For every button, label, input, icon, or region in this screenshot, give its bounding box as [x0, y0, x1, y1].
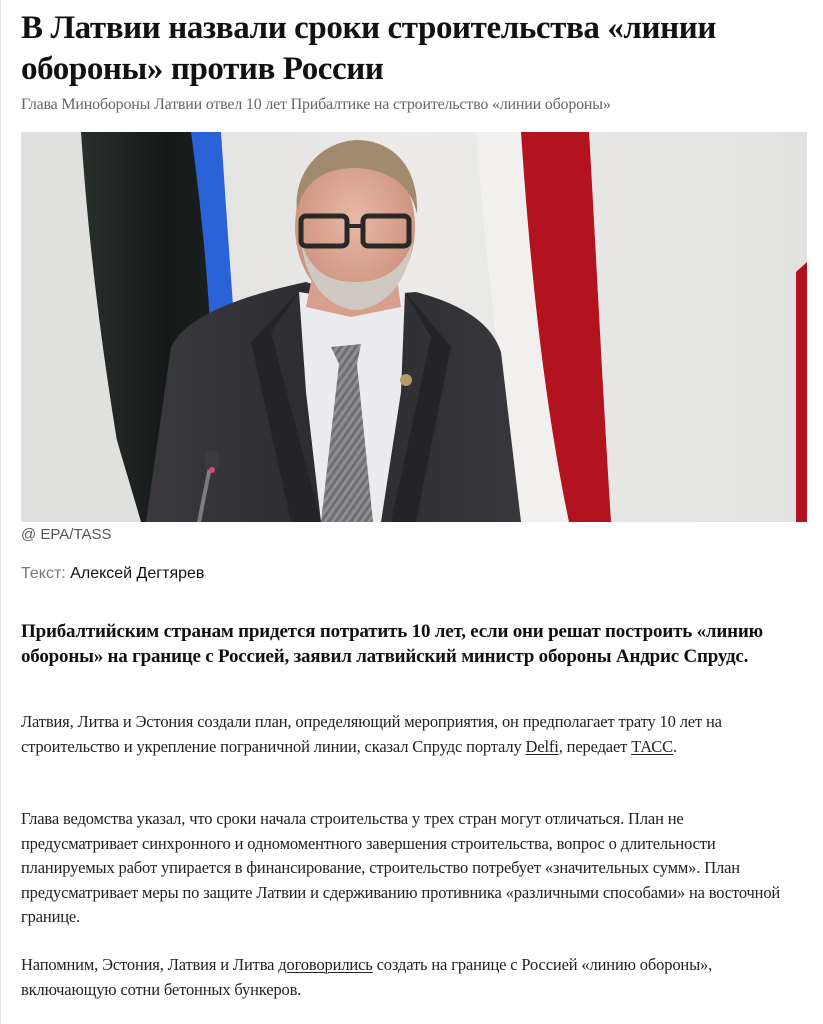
agreed-link[interactable]: договорились [278, 955, 373, 974]
article-title: В Латвии назвали сроки строительства «линии обороны» против России [21, 10, 716, 87]
photo-illustration [21, 132, 807, 522]
paragraph-text: , передает [558, 736, 632, 756]
article-photo[interactable] [21, 132, 807, 522]
paragraph-text: создать на границе с Россией «линию обороны», включающую сотни бетонных бункеров. [21, 955, 713, 999]
paragraph-text: Латвия, Литва и Эстония создали план, определяющий мероприятия, он предполагает трату 10 лет на строительство и укрепление пограничной линии, сказал Спрудс порталу [21, 712, 722, 756]
delfi-link[interactable]: Delfi [525, 736, 559, 756]
photo-credit: @ EPA/TASS [21, 526, 112, 543]
article-paragraph-1 [21, 710, 801, 759]
article-author [21, 564, 204, 584]
article-lead: Прибалтийским странам придется потратить 10 лет, если они решат построить «линию обороны» на границе с Россией, заявил латвийский министр обороны Андрис Спрудс. [21, 621, 763, 667]
author-label: Текст: [21, 565, 66, 582]
author-name[interactable]: Алексей Дегтярев [70, 565, 205, 582]
article-subtitle: Глава Минобороны Латвии отвел 10 лет Прибалтике на строительство «линии обороны» [21, 96, 611, 113]
article-paragraph-3 [21, 953, 801, 1002]
tass-link[interactable]: ТАСС [631, 736, 673, 756]
paragraph-text: Напомним, Эстония, Латвия и Литва [21, 955, 279, 974]
paragraph-text: . [672, 736, 677, 756]
article-paragraph-2: Глава ведомства указал, что сроки начала строительства у трех стран могут отличаться. План не предусматривает синхронного и одномоментного завершения строительства, вопрос о длительности планируемых работ упирается в финансирование, строительство потребует «значительных сумм». План предусматривает меры по защите Латвии и сдерживанию противника «различными способами» на восточной границе. [21, 809, 781, 926]
